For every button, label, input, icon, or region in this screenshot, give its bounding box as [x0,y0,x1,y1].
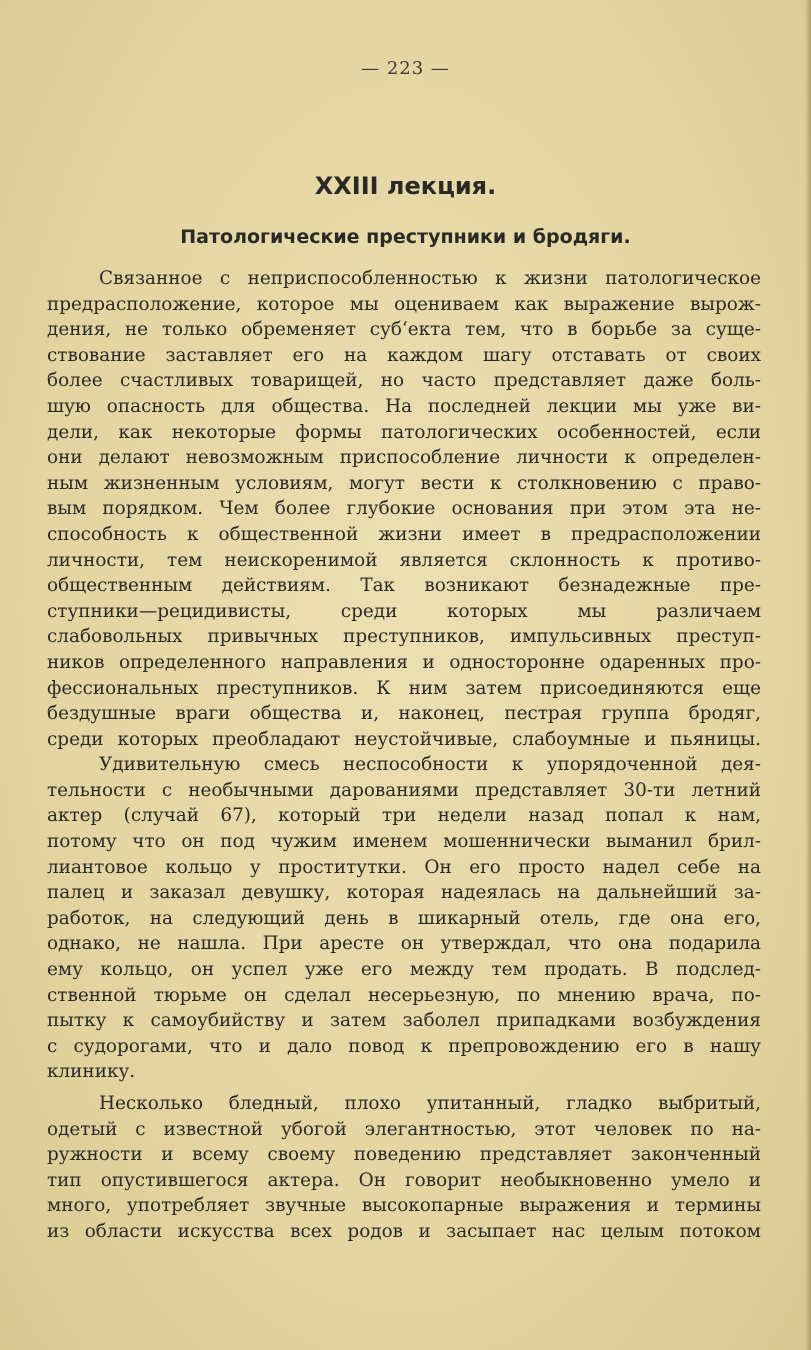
text-line: ствование заставляет его на каждом шагу отставать от своих [47,344,761,366]
lecture-title: XXIII лекция. [314,172,497,200]
text-line: слабовольных привычных преступников, импульсивных преступ- [47,626,761,648]
paragraph-2 [47,752,761,1085]
text-line: тельности с необычными дарованиями представляет 30-ти летний [47,779,761,801]
paragraph-1 [47,266,761,752]
text-line: вым порядком. Чем более глубокие основания при этом эта не- [47,498,761,520]
text-line: палец и заказал девушку, которая надеялась на дальнейший за- [47,882,761,904]
text-line: ступники—рецидивисты, среди которых мы различаем [47,600,761,622]
text-line: способность к общественной жизни имеет в предрасположении [47,523,761,545]
body-text [47,266,761,1245]
text-line: потому что он под чужим именем мошеннически выманил брил- [47,831,761,853]
text-line: ным жизненным условиям, могут вести к столкновению с право- [47,472,761,494]
text-line: фессиональных преступников. К ним затем присоединяются еще [47,677,761,699]
text-line: предрасположение, которое мы оцениваем как выражение вырож- [47,293,761,315]
text-line: личности, тем неискоренимой является склонность к противо- [47,549,761,571]
text-line: они делают невозможным приспособление личности к определен- [47,447,761,469]
section-title: Патологические преступники и бродяги. [180,226,631,248]
text-line: ему кольцо, он успел уже его между тем продать. В подслед- [47,959,761,981]
text-line: Несколько бледный, плохо упитанный, гладко выбритый, [99,1093,761,1114]
text-line: работок, на следующий день в шикарный отель, где она его, [47,907,761,929]
text-line: клинику. [47,1061,136,1083]
text-line: пытку к самоубийству и затем заболел припадками возбуждения [47,1010,761,1032]
page-edge-shadow [805,0,811,1350]
text-line: дения, не только обременяет суб‘екта тем, что в борьбе за суще- [47,319,761,341]
text-line: актер (случай 67), который три недели назад попал к нам, [47,805,761,827]
text-line: одетый с известной убогой элегантностью, этот человек по на- [47,1118,761,1140]
text-line: ников определенного направления и односторонне одаренных про- [47,651,761,673]
text-line: ружности и всему своему поведению представляет законченный [47,1144,761,1166]
text-line: общественным действиям. Так возникают безнадежные пре- [47,575,761,597]
text-line: дели, как некоторые формы патологических особенностей, если [47,421,761,443]
text-line: более счастливых товарищей, но часто представляет даже боль- [47,370,761,392]
text-line: ственной тюрьме он сделал несерьезную, по мнению врача, по- [47,984,761,1006]
text-line: бездушные враги общества и, наконец, пестрая группа бродяг, [47,703,761,725]
text-line: тип опустившегося актера. Он говорит необыкновенно умело и [47,1169,761,1191]
text-line: Связанное с неприспособленностью к жизни патологическое [99,268,761,289]
text-line: однако, не нашла. При аресте он утверждал, что она подарила [47,933,761,955]
page-number: — 223 — [361,58,450,79]
text-line: среди которых преобладают неустойчивые, слабоумные и пьяницы. [47,728,761,750]
text-line: с судорогами, что и дало повод к препровождению его в нашу [47,1035,761,1057]
text-line: Удивительную смесь неспособности к упорядоченной дея- [99,754,761,776]
paragraph-3 [47,1091,761,1245]
text-line: шую опасность для общества. На последней лекции мы уже ви- [47,395,761,417]
text-line: много, употребляет звучные высокопарные выражения и термины [47,1195,761,1217]
text-line: из области искусства всех родов и засыпает нас целым потоком [47,1220,761,1242]
text-line: лиантовое кольцо у проститутки. Он его просто надел себе на [47,856,761,878]
